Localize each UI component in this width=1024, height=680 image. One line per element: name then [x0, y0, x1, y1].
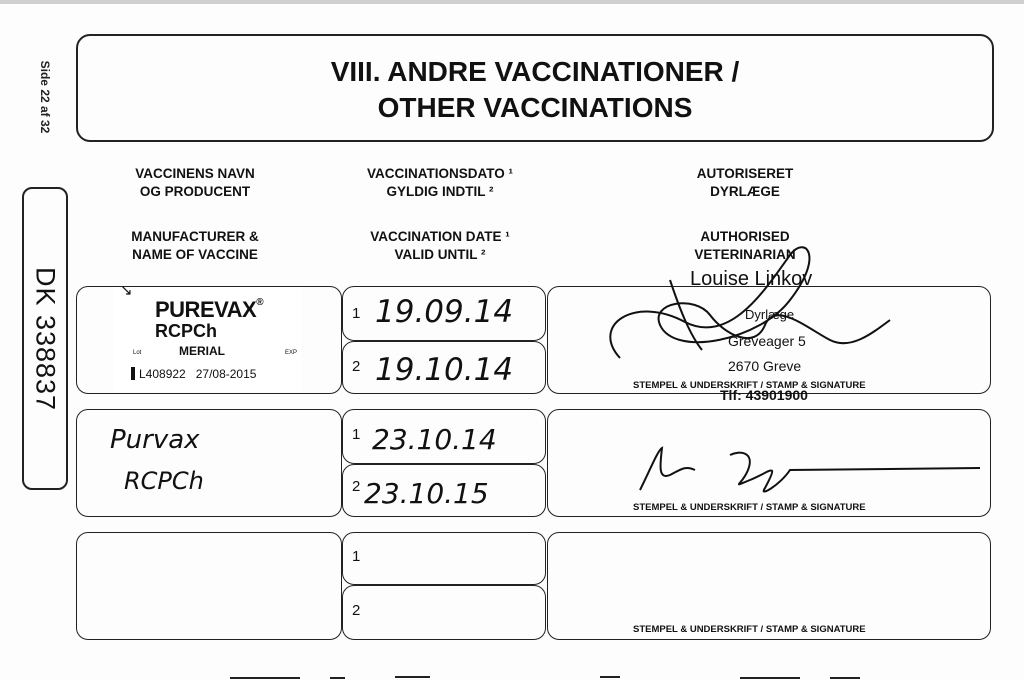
date1-number: 1	[352, 305, 361, 322]
passport-id-box	[22, 187, 68, 490]
date1-number: 1	[352, 548, 361, 565]
vaccine-cell-row3	[76, 532, 342, 640]
sticker-lot-row: L408922 27/08-2015	[131, 367, 256, 381]
header-date-en: VACCINATION DATE ¹ VALID UNTIL ²	[370, 229, 510, 262]
header-vet-dk: AUTORISERET DYRLÆGE	[696, 166, 794, 199]
section-title-line2: OTHER VACCINATIONS	[377, 92, 693, 123]
stamp-signature-label-row3: STEMPEL & UNDERSKRIFT / STAMP & SIGNATURE	[633, 624, 866, 635]
stamp-signature-label-row2: STEMPEL & UNDERSKRIFT / STAMP & SIGNATURE	[633, 502, 866, 513]
vet-signature-1	[590, 240, 910, 380]
sticker-product: RCPCh	[155, 321, 217, 341]
vet-stamp-name: Louise Linkov	[690, 268, 813, 290]
vet-stamp-street: Greveager 5	[728, 333, 806, 349]
section-title-line1: VIII. ANDRE VACCINATIONER /	[330, 56, 740, 87]
section-title-box	[76, 34, 994, 142]
date2-number: 2	[352, 602, 361, 619]
date2-number: 2	[352, 478, 361, 495]
next-page-bleed-marks	[0, 672, 1024, 680]
vaccination-date-row1: 19.09.14	[375, 294, 514, 330]
header-vet-en: AUTHORISED VETERINARIAN	[694, 229, 796, 262]
vaccine-name-line1: Purvax	[110, 425, 200, 455]
page-number-label: Side 22 af 32	[38, 60, 52, 134]
vaccination-date-row2: 23.10.14	[372, 423, 497, 456]
vet-stamp-phone: Tlf: 43901900	[720, 387, 808, 403]
date2-cell-row3	[342, 585, 546, 640]
valid-until-row2: 23.10.15	[364, 477, 489, 510]
vaccine-name-line2: RCPCh	[124, 467, 204, 495]
barcode-mark	[131, 367, 135, 380]
sticker-exp-label: EXP	[285, 350, 298, 356]
peel-arrow-icon: ↘	[120, 282, 133, 299]
vet-stamp-title: Dyrlæge	[745, 307, 795, 322]
vet-signature-2	[630, 440, 990, 500]
vaccine-sticker	[113, 287, 301, 392]
scan-top-edge	[0, 0, 1024, 4]
vet-stamp-city: 2670 Greve	[728, 358, 802, 374]
header-vaccine-en: MANUFACTURER & NAME OF VACCINE	[131, 229, 259, 262]
passport-id: DK 338837	[30, 266, 61, 411]
date1-number: 1	[352, 426, 361, 443]
sticker-maker: MERIAL	[179, 344, 225, 358]
sticker-brand: PUREVAX®	[155, 297, 264, 322]
stamp-signature-label-row1: STEMPEL & UNDERSKRIFT / STAMP & SIGNATURE	[633, 380, 866, 391]
sticker-lot-label: Lot	[133, 350, 142, 356]
date1-cell-row3	[342, 532, 546, 585]
valid-until-row1: 19.10.14	[375, 352, 514, 388]
header-date-dk: VACCINATIONSDATO ¹ GYLDIG INDTIL ²	[367, 166, 513, 199]
header-vaccine-dk: VACCINENS NAVN OG PRODUCENT	[135, 166, 255, 199]
date2-number: 2	[352, 358, 361, 375]
